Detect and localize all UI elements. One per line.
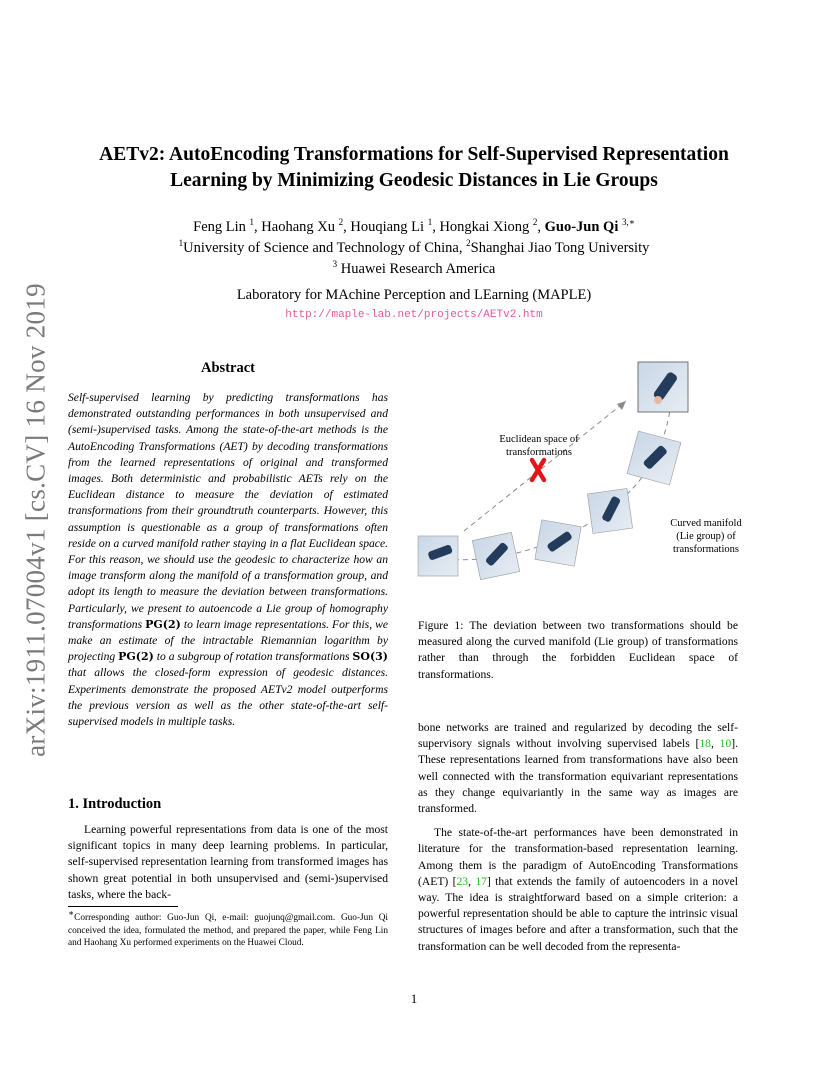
- footnote: ∗Corresponding author: Guo-Jun Qi, e-mail: guojunq@gmail.com. Guo-Jun Qi conceived the idea, formulated the method, and prepared the paper, while Feng Lin and Haohang Xu performed experiments on the Huawei Cloud.: [68, 907, 388, 949]
- citation-link[interactable]: 18: [699, 737, 711, 751]
- arxiv-id: arXiv:1911.07004v1 [cs.CV] 16 Nov 2019: [20, 283, 51, 757]
- author-1: Feng Lin: [193, 219, 246, 235]
- arxiv-sidebar: [16, 280, 56, 760]
- author-2: Haohang Xu: [261, 219, 335, 235]
- right-column-body: [418, 720, 738, 963]
- author-5-affil: 3,∗: [621, 217, 635, 228]
- citation-link[interactable]: 23: [456, 874, 469, 888]
- author-4: Hongkai Xiong: [439, 219, 530, 235]
- manifold-label-3: transformations: [673, 544, 739, 555]
- citation-link[interactable]: 10: [719, 737, 732, 751]
- author-1-affil: 1: [249, 217, 255, 228]
- page-number: 1: [410, 991, 418, 1006]
- manifold-label-1: Curved manifold: [670, 518, 742, 529]
- author-list: Feng Lin $^1$, Haohang Xu $^2$, Houqiang Li $^1$, Hongkai Xiong $^2$, Guo-Jun Qi $^{3,∗}$: [193, 217, 635, 235]
- abstract-heading: Abstract: [201, 360, 255, 376]
- image-tile-1: [418, 536, 458, 576]
- author-2-affil: 2: [338, 217, 344, 228]
- forbidden-cross-icon: [532, 460, 544, 480]
- manifold-label-2: (Lie group) of: [676, 531, 736, 542]
- author-5: Guo-Jun Qi: [544, 219, 619, 235]
- right-paragraph-1: bone networks are trained and regularized by decoding the self-supervisory signals without involving supervised labels [18, 10]. These representations learned from transformations have also been well connected with the transformation equivariant representations as they change equivariantly in the same way as images are transformed.: [418, 721, 738, 816]
- project-url-link[interactable]: http://maple-lab.net/projects/AETv2.htm: [285, 309, 543, 321]
- introduction-heading: 1. Introduction: [68, 796, 162, 812]
- paper-title: [60, 142, 768, 194]
- footnote-rule: [68, 906, 178, 907]
- euclidean-arrowhead: [617, 401, 626, 410]
- image-tile-5: [627, 431, 681, 485]
- title-line-1: AETv2: AutoEncoding Transformations for Self-Supervised Representation: [99, 144, 729, 165]
- author-3: Houqiang Li: [350, 219, 425, 235]
- image-tile-4: [587, 488, 632, 533]
- affiliation-line-2: $^3$ Huawei Research America: [332, 259, 496, 277]
- figure-1-caption: Figure 1: The deviation between two transformations should be measured along the curved manifold (Lie group) of transformations rather than through the forbidden Euclidean space of transformations.: [418, 619, 738, 681]
- lab-name: Laboratory for MAchine Perception and LEarning (MAPLE): [236, 287, 592, 303]
- abstract-text: Self-supervised learning by predicting transformations has demonstrated outstanding performances in both unsupervised and (semi-)supervised tasks. Among the state-of-the-art methods is the AutoEncoding Transformations (AET) by decoding transformations from the learned representations of original and transformed images. Both deterministic and probabilistic AETs rely on the Euclidean distance to measure the deviation of estimated transformations from their groundtruth counterparts. However, this assumption is questionable as a group of transformations often reside on a curved manifold rather staying in a flat Euclidean space. For this reason, we should use the geodesic to characterize how an image transform along the manifold of a transformation group, and adopt its length to measure the deviation between transformations. Particularly, we present to autoencode a Lie group of homography transformations PG(2) to learn image representations. For this, we make an estimate of the intractable Riemannian logarithm by projecting PG(2) to a subgroup of rotation transformations SO(3) that allows the closed-form expression of geodesic distances. Experiments demonstrate the proposed AETv2 model outperforms the previous version as well as the other state-of-the-art self-supervised models in multiple tasks.: [68, 391, 389, 729]
- affiliation-line-1: $^1$University of Science and Technology of China, $^2$Shanghai Jiao Tong University: [178, 238, 650, 256]
- author-3-affil: 1: [427, 217, 433, 228]
- euclidean-label-1: Euclidean space of: [499, 434, 579, 445]
- author-4-affil: 2: [532, 217, 538, 228]
- euclidean-label-2: transformations: [506, 447, 572, 458]
- author-block: [60, 217, 768, 280]
- introduction-paragraph: Learning powerful representations from data is one of the most significant topics in many deep learning problems. In particular, self-supervised representation learning from transformed images has shown great potential in both unsupervised and (semi-)supervised tasks, where the back-: [68, 823, 388, 901]
- title-line-2: Learning by Minimizing Geodesic Distances in Lie Groups: [170, 170, 658, 191]
- figure-1: [414, 356, 750, 606]
- image-tile-3: [535, 520, 581, 566]
- citation-link[interactable]: 17: [475, 874, 487, 888]
- image-tile-2: [472, 532, 519, 579]
- right-paragraph-2: The state-of-the-art performances have been demonstrated in literature for the transformation-based representation learning. Among them is the paradigm of AutoEncoding Transformations (AET) [23, 17] that extends the family of autoencoders in a novel way. The idea is straightforward based on a simple criterion: a powerful representation should be able to capture the intrinsic visual structures of images before and after a transformation, such that the transformation can be well decoded from the representa-: [418, 826, 738, 953]
- image-tile-6: [638, 362, 688, 412]
